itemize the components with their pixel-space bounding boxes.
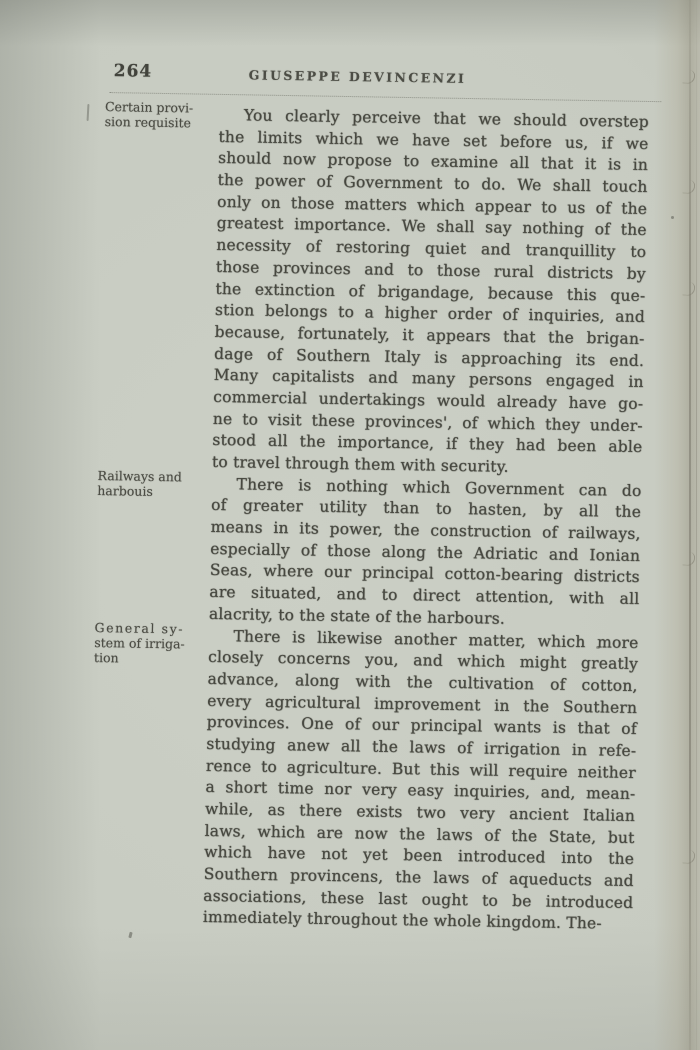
text-line: advance, along with the cultivation of cotton, [207,669,638,695]
text-line: associations, these last ought to be introduced [203,886,634,912]
sidenote-line: tion [93,649,119,666]
text-line: those provinces and to those rural districts by [215,257,647,283]
text-line: every agricultural improvement in the Southern [207,691,638,717]
paragraph [203,625,639,936]
page-edge-crease [689,0,691,1050]
text-line: a short time nor very easy inquiries, and, mean- [205,778,636,804]
text-line: studying anew all the laws of irrigation in refe- [206,734,637,760]
sidenote-line: Certain provi- [104,99,194,116]
margin-pen-mark [87,104,90,121]
text-line: are situated, and to direct attention, with all [209,583,640,609]
paper-speck [671,216,674,219]
body-text-column [203,105,649,936]
text-line: Many capitalists and many persons engaged in [213,366,644,392]
text-line: means in its power, the construction of railways, [210,517,641,544]
text-line: the limits which we have set before us, if we [218,127,649,153]
text-line: closely concerns you, and which might greatly [207,648,639,674]
margin-sidenote [105,99,204,131]
margin-sidenote [97,468,196,500]
text-line: the extinction of brigandage, because this que- [215,279,646,305]
text-line: should now propose to examine all that it is in [217,149,649,175]
text-line: Seas, where our principal cotton-bearing districts [209,561,640,587]
text-line: You clearly perceive that we should overstep [243,106,650,131]
text-line: while, as there exists two very ancient Italian [204,799,636,825]
page-edge-crease [696,0,697,1050]
text-line: only on those matters which appear to us of the [216,192,648,218]
text-line: ne to visit these provinces', of which they under- [212,409,644,435]
running-header: GIUSEPPE DEVINCENZI [248,67,467,86]
text-line: provinces. One of our principal wants is that of [206,713,637,739]
text-line: immediately throughout the whole kingdom. The- [202,908,602,933]
text-line: There is nothing which Government can do [236,474,642,500]
text-line: necessity of restoring quiet and tranquillity to [216,236,647,262]
sidenote-line: Railways and [97,467,183,485]
sidenote-line: stem of irriga- [94,634,185,652]
text-line: because, fortunately, it appears that the brigan- [214,322,645,348]
paragraph [209,474,642,633]
text-line: which have not yet been introduced into the [203,843,635,869]
text-line: greatest importance. We shall say nothing of the [216,214,647,240]
text-line: dage of Southern Italy is approaching its end. [213,344,645,370]
text-line: rence to agriculture. But this will require neither [205,756,637,782]
sidenote-line: General sy- [94,619,185,637]
margin-sidenote [94,620,193,667]
paragraph [212,105,649,481]
page-number: 264 [113,61,153,82]
text-line: especially of those along the Adriatic and Ionian [210,539,641,565]
sidenote-line: sion requisite [104,114,192,131]
text-line: laws, which are now the laws of the State, but [204,821,635,847]
text-line: to travel through them with security. [211,452,509,476]
text-line: Southern provincens, the laws of aqueducts and [203,864,634,891]
text-line: the power of Government to do. We shall touch [217,170,648,197]
text-line: There is likewise another matter, which more [233,626,639,652]
text-line: alacrity, to the state of the harbours. [208,604,506,628]
text-line: stood all the importance, if they had been able [212,431,643,457]
text-line: stion belongs to a higher order of inquiries, and [214,301,646,327]
sidenote-line: harbouis [97,482,153,499]
page-content [88,58,666,987]
text-line: of greater utility than to hasten, by all the [210,496,642,522]
text-line: commercial undertakings would already have go- [213,387,644,413]
